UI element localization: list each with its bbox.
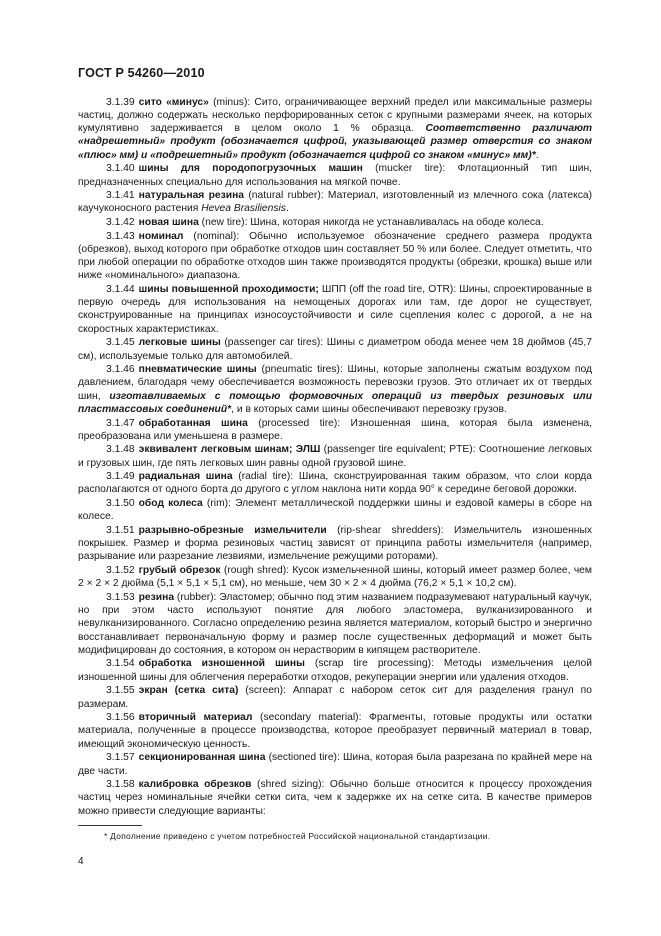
page-number: 4 xyxy=(78,856,84,867)
definition-3-1-42: 3.1.42 новая шина (new tire): Шина, которая никогда не устанавливалась на ободе колеса. xyxy=(106,217,544,229)
definition-3-1-57: 3.1.57 секционированная шина (sectioned tire): Шина, которая была разрезана по крайней мере на две части. xyxy=(78,752,592,777)
standard-header: ГОСТ Р 54260—2010 xyxy=(78,66,205,80)
definition-3-1-49: 3.1.49 радиальная шина (radial tire): Шина, сконструированная таким образом, что слои корда располагаются от одного борта до другого с углом наклона нити корда 90° к середине беговой дорожки. xyxy=(78,471,592,496)
footnote: * Дополнение приведено с учетом потребностей Российской национальной стандартизации. xyxy=(104,831,491,841)
definition-3-1-50: 3.1.50 обод колеса (rim): Элемент металлической поддержки шины и ездовой камеры в сборе на колесе. xyxy=(78,498,592,523)
definition-3-1-55: 3.1.55 экран (сетка сита) (screen): Аппарат с набором сеток сит для разделения гранул по размерам. xyxy=(78,685,592,710)
definition-3-1-46: 3.1.46 пневматические шины (pneumatic tires): Шины, которые заполнены сжатым воздухом под давлением, благодаря чему обеспечивается возможность перевозки грузов. Это отличает их от твердых шин, изготавливаемых с помощью формовочных операций из твердых резиновых или пластмассовых соединений*, и в которых сами шины обеспечивают перевозку грузов. xyxy=(78,364,592,415)
definition-3-1-45: 3.1.45 легковые шины (passenger car tires): Шины с диаметром обода менее чем 18 дюймов (45,7 см), используемые только для автомобилей. xyxy=(78,337,592,362)
footnote-divider xyxy=(78,825,142,826)
definition-3-1-52: 3.1.52 грубый обрезок (rough shred): Кусок измельченной шины, который имеет размер более, чем 2 × 2 × 2 дюйма (5,1 × 5,1 × 5,1 см), но меньше, чем 30 × 2 × 4 дюйма (76,2 × 5,1 × 10,2 см). xyxy=(78,565,592,590)
definitions-body xyxy=(78,96,592,818)
definition-3-1-58: 3.1.58 калибровка обрезков (shred sizing): Обычно больше относится к процессу прохождения частиц через номинальные ячейки сетки сита, чем к задержке их на сетке сита. В качестве примеров можно привести следующие варианты: xyxy=(78,779,592,817)
definition-3-1-51: 3.1.51 разрывно-обрезные измельчители (rip-shear shredders): Измельчитель изношенных покрышек. Размер и форма резиновых частиц зависят от принципа работы измельчителя (например, разрывание или разрезание лезвиями, измельчение режущими роторами). xyxy=(78,525,592,563)
definition-3-1-44: 3.1.44 шины повышенной проходимости; ШПП (off the road tire, OTR): Шины, спроектированные в первую очередь для использования на немощеных дорогах или там, где дорог не существует, сконструированные на принципах износоустойчивости и силе сцепления колес с дорогой, а не на скоростных характеристиках. xyxy=(78,284,592,335)
definition-3-1-54: 3.1.54 обработка изношенной шины (scrap tire processing): Методы измельчения целой изношенной шины для облегчения переработки отходов, рекуперации энергии или удаления отходов. xyxy=(78,658,592,683)
definition-3-1-43: 3.1.43 номинал (nominal): Обычно используемое обозначение среднего размера продукта (обрезков), выход которого при обработке отходов шин составляет 50 % или более. Следует отметить, что при любой операции по обработке отходов шин также производятся продукты (обрезки, крошка) выше или ниже «номинального» диапазона. xyxy=(78,230,592,282)
definition-3-1-56: 3.1.56 вторичный материал (secondary material): Фрагменты, готовые продукты или остатки материала, полученные в процессе производства, которое преобразует первичный материал в товар, имеющий экономическую ценность. xyxy=(78,712,593,750)
definition-3-1-53: 3.1.53 резина (rubber): Эластомер; обычно под этим названием подразумевают натуральный каучук, но при этом часто используют понятие для любого эластомера, вулканизированного и невулканизированного. Согласно определению резина является материалом, который быстро и энергично восстанавливает первоначальную форму и размер после существенных деформаций и может быть модифицирован до состояния, в котором он нерастворим в кипящем растворителе. xyxy=(78,592,593,656)
definition-3-1-41: 3.1.41 натуральная резина (natural rubber): Материал, изготовленный из млечного сока (латекса) каучуконосного растения Hevea Brasiliensis. xyxy=(78,190,593,215)
definition-3-1-48: 3.1.48 эквивалент легковым шинам; ЭЛШ (passenger tire equivalent; PTE): Соотношение легковых и грузовых шин, где пять легковых шин равны одной грузовой шине. xyxy=(78,444,592,469)
definition-3-1-47: 3.1.47 обработанная шина (processed tire): Изношенная шина, которая была изменена, преобразована или уменьшена в размере. xyxy=(78,417,593,442)
definition-3-1-39: 3.1.39 сито «минус» (minus): Сито, ограничивающее верхний предел или максимальные размеры частиц, должно содержать несколько перфорированных сеток с крупными размерами ячеек, на которых кумулятивно задерживается в целом около 1 % образца. Соответственно различают «надрешетный» продукт (обозначается цифрой, указывающей размер отверстия со знаком «плюс» мм) и «подрешетный» продукт (обозначается цифрой со знаком «минус» мм)*. xyxy=(78,97,592,161)
definition-3-1-40: 3.1.40 шины для породопогрузочных машин (mucker tire): Флотационный тип шин, предназначенных специально для использования на мягкой почве. xyxy=(78,163,592,188)
